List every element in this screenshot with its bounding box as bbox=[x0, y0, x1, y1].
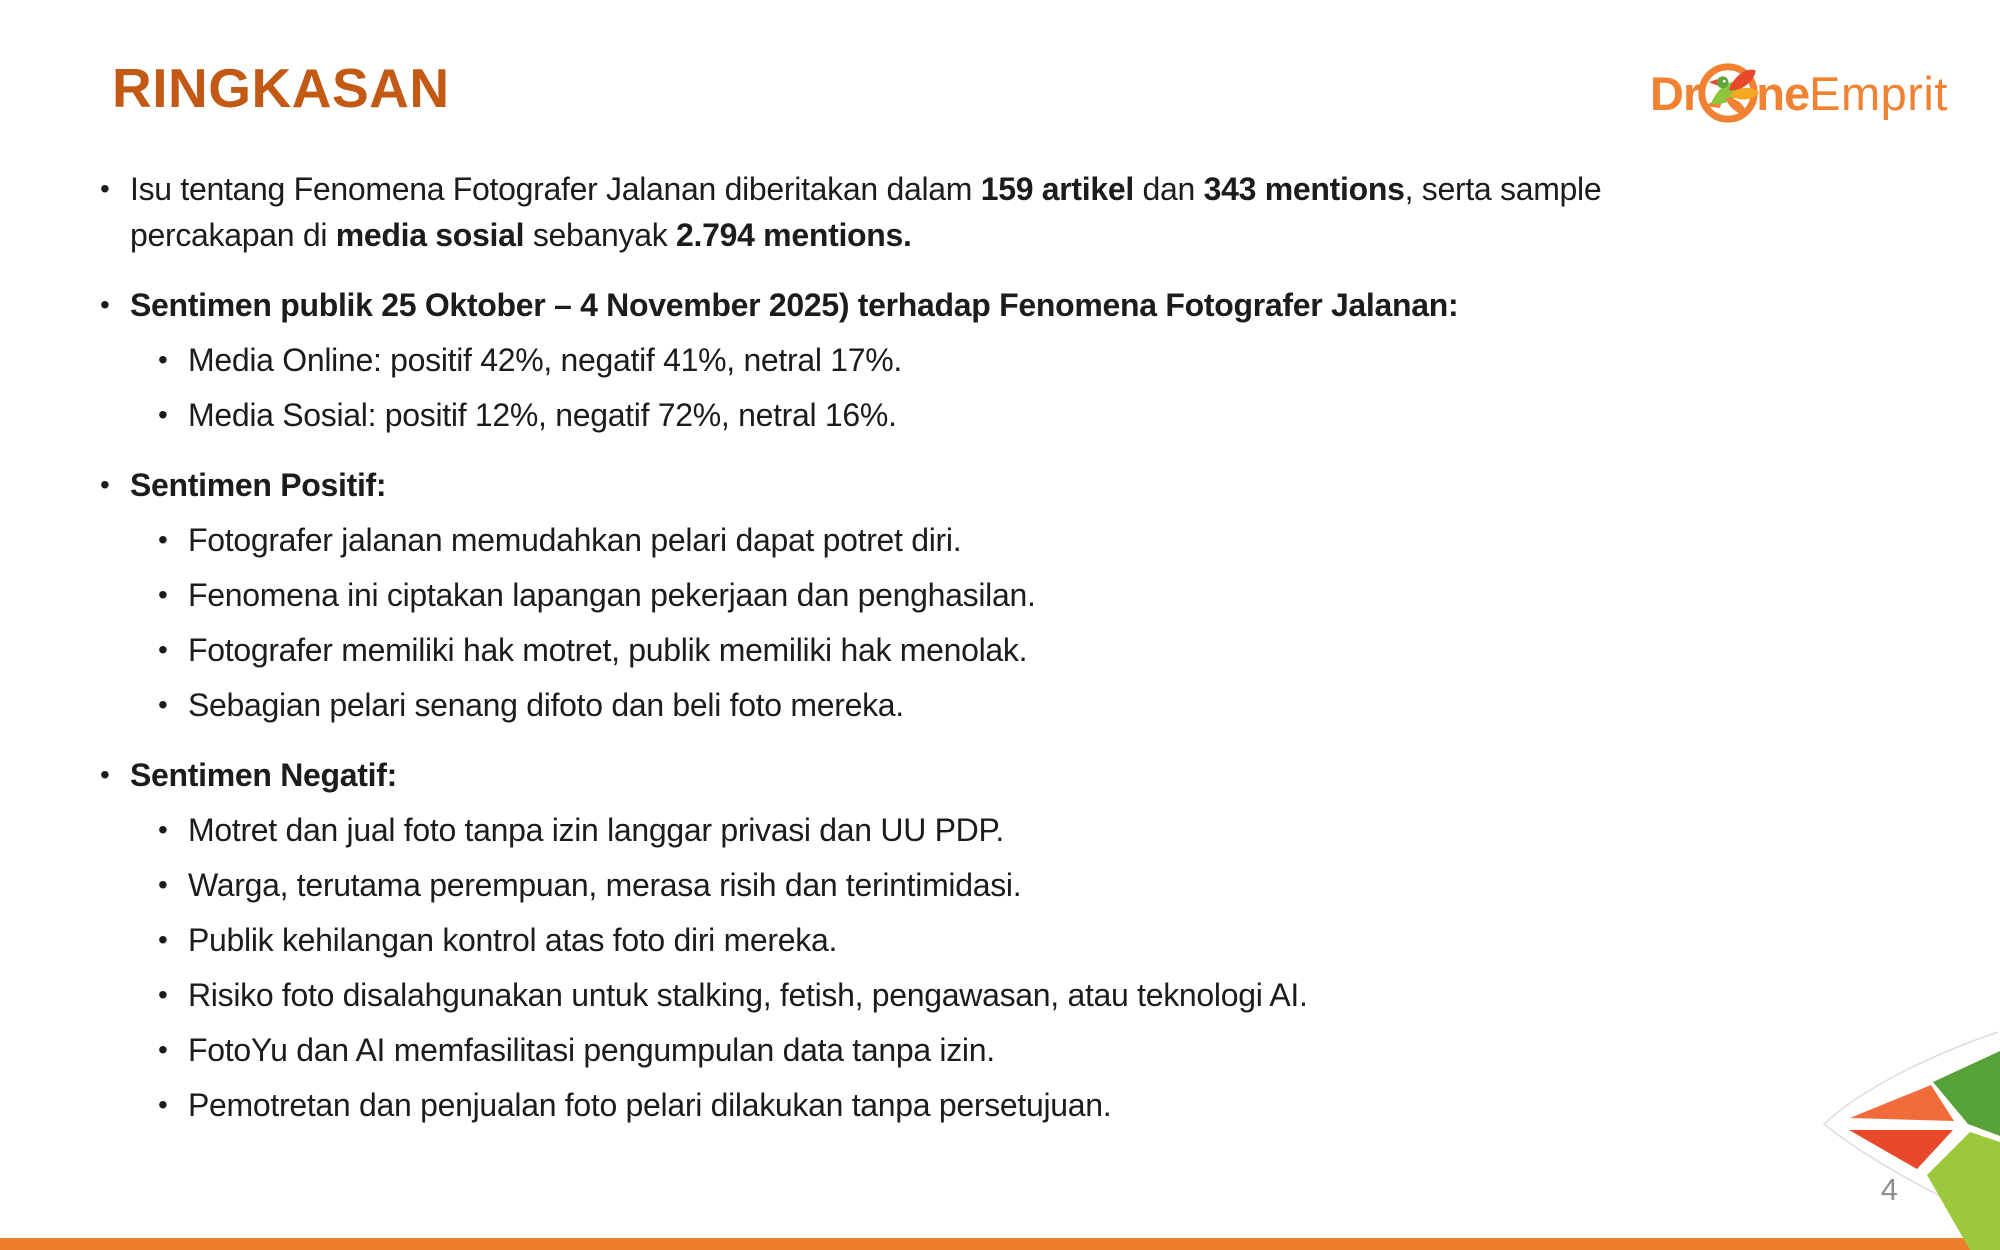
sub-bullet-item bbox=[158, 517, 1730, 563]
bullet-text: Motret dan jual foto tanpa izin langgar privasi dan UU PDP. bbox=[188, 812, 1004, 848]
bullet-item bbox=[100, 282, 1730, 328]
bird-head bbox=[1717, 76, 1729, 88]
page-number: 4 bbox=[1880, 1172, 1898, 1207]
bullet-marker: • bbox=[100, 173, 110, 204]
bullet-marker: • bbox=[158, 579, 168, 610]
logo-text-dr: Dr bbox=[1650, 66, 1701, 120]
sub-bullet-item bbox=[158, 392, 1730, 438]
bullet-text: Sentimen Positif: bbox=[130, 467, 387, 503]
sub-bullet-item bbox=[158, 337, 1730, 383]
page-title: RINGKASAN bbox=[112, 57, 450, 119]
bullet-marker: • bbox=[158, 1089, 168, 1120]
bullet-item bbox=[100, 752, 1730, 798]
corner-shape-light-green bbox=[1927, 1132, 2000, 1250]
bullet-text: Pemotretan dan penjualan foto pelari dilakukan tanpa persetujuan. bbox=[188, 1087, 1112, 1123]
bullet-marker: • bbox=[158, 634, 168, 665]
emprit-bird-icon bbox=[1697, 62, 1759, 124]
sub-bullet-item bbox=[158, 972, 1730, 1018]
bullet-text: Sentimen publik 25 Oktober – 4 November 2025) terhadap Fenomena Fotografer Jalanan: bbox=[130, 287, 1459, 323]
bullet-marker: • bbox=[100, 759, 110, 790]
bullet-text: Sebagian pelari senang difoto dan beli foto mereka. bbox=[188, 687, 904, 723]
bullet-marker: • bbox=[158, 689, 168, 720]
corner-shape-dark-green bbox=[1933, 1051, 2000, 1136]
bullet-marker: • bbox=[158, 344, 168, 375]
sub-bullet-item bbox=[158, 1027, 1730, 1073]
sub-bullet-item bbox=[158, 572, 1730, 618]
sub-bullet-item bbox=[158, 862, 1730, 908]
bullet-marker: • bbox=[158, 979, 168, 1010]
bullet-marker: • bbox=[158, 869, 168, 900]
sub-bullet-item bbox=[158, 627, 1730, 673]
bottom-accent-bar bbox=[0, 1238, 2000, 1250]
sub-bullet-item bbox=[158, 807, 1730, 853]
bullet-text: FotoYu dan AI memfasilitasi pengumpulan data tanpa izin. bbox=[188, 1032, 995, 1068]
bullet-text: Fotografer jalanan memudahkan pelari dapat potret diri. bbox=[188, 522, 962, 558]
bird-beak bbox=[1709, 79, 1718, 85]
sub-bullet-item bbox=[158, 1082, 1730, 1128]
bird-wing-lower bbox=[1726, 97, 1746, 115]
droneemprit-logo bbox=[1650, 58, 1948, 128]
corner-shape-flame-orange bbox=[1850, 1085, 1954, 1121]
bullet-text: Fenomena ini ciptakan lapangan pekerjaan dan penghasilan. bbox=[188, 577, 1036, 613]
corner-decoration bbox=[1800, 1020, 2000, 1250]
bird-eye bbox=[1723, 80, 1726, 83]
bullet-marker: • bbox=[100, 289, 110, 320]
bullet-text: Media Sosial: positif 12%, negatif 72%, netral 16%. bbox=[188, 397, 897, 433]
bullet-item bbox=[100, 462, 1730, 508]
bullet-text: Isu tentang Fenomena Fotografer Jalanan diberitakan dalam 159 artikel dan 343 mentions, serta sample percakapan di media sosial sebanyak 2.794 mentions. bbox=[130, 171, 1602, 253]
bullet-text: Sentimen Negatif: bbox=[130, 757, 397, 793]
bullet-marker: • bbox=[158, 524, 168, 555]
sub-bullet-item bbox=[158, 682, 1730, 728]
sub-bullet-item bbox=[158, 917, 1730, 963]
bullet-marker: • bbox=[100, 469, 110, 500]
bullet-marker: • bbox=[158, 399, 168, 430]
logo-text-emprit: Emprit bbox=[1809, 66, 1948, 120]
logo-text-ne: ne bbox=[1756, 66, 1810, 120]
bullet-item bbox=[100, 166, 1730, 258]
summary-list bbox=[100, 166, 1730, 1128]
bullet-text: Media Online: positif 42%, negatif 41%, netral 17%. bbox=[188, 342, 903, 378]
bullet-text: Warga, terutama perempuan, merasa risih dan terintimidasi. bbox=[188, 867, 1022, 903]
bullet-marker: • bbox=[158, 924, 168, 955]
bullet-marker: • bbox=[158, 1034, 168, 1065]
corner-shape-red bbox=[1849, 1130, 1953, 1169]
bullet-text: Fotografer memiliki hak motret, publik memiliki hak menolak. bbox=[188, 632, 1028, 668]
bullet-text: Risiko foto disalahgunakan untuk stalking, fetish, pengawasan, atau teknologi AI. bbox=[188, 977, 1308, 1013]
bullet-text: Publik kehilangan kontrol atas foto diri mereka. bbox=[188, 922, 838, 958]
bullet-marker: • bbox=[158, 814, 168, 845]
